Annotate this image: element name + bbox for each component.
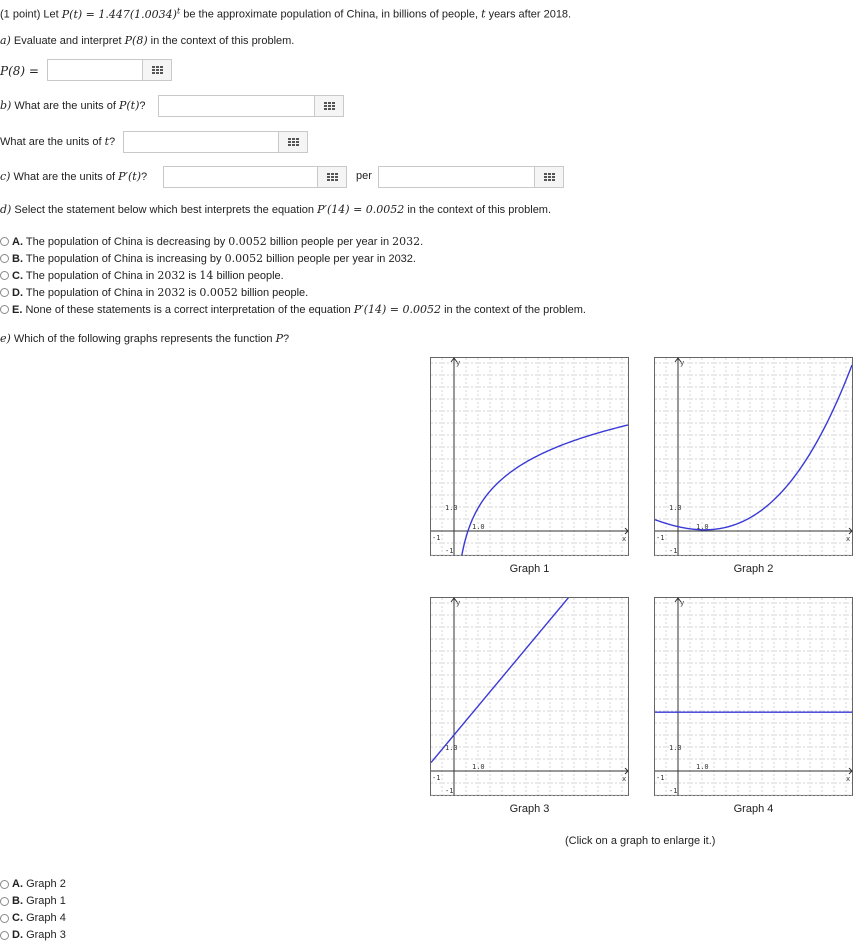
graph-1-x-tick-1: 1.0 (472, 523, 485, 531)
per-label: per (356, 170, 372, 182)
part-e-expr: P (275, 332, 283, 345)
radio-d-e[interactable] (0, 305, 9, 314)
part-e-question (0, 332, 289, 345)
graph-2-x-tick-1: 1.0 (696, 523, 709, 531)
problem-statement (0, 6, 571, 21)
graph-2-plot (654, 357, 853, 556)
graph-4-x-label: x (846, 775, 851, 783)
part-b-q1-expr: P(t) (118, 99, 140, 112)
option-d-d[interactable]: D. The population of China in 2032 is 0.0052 billion people. (12, 286, 309, 299)
graph-3-plot (430, 597, 629, 796)
radio-e-a[interactable] (0, 880, 9, 889)
equation-editor-button[interactable] (278, 131, 308, 153)
option-e-d[interactable]: D. Graph 3 (12, 929, 66, 941)
part-a-text-post: in the context of this problem. (150, 35, 295, 47)
graph-3-y-label: y (456, 599, 461, 607)
radio-e-c[interactable] (0, 914, 9, 923)
graph-3-y-tick-neg: -1 (445, 787, 454, 795)
part-b-letter: b) (0, 99, 12, 112)
graph-4-plot (654, 597, 853, 796)
graph-4-x-tick-neg: -1 (656, 774, 665, 782)
graph-2[interactable] (654, 357, 853, 556)
radio-d-c[interactable] (0, 271, 9, 280)
part-c-expr: P′(t) (118, 170, 141, 183)
enlarge-hint: (Click on a graph to enlarge it.) (565, 835, 716, 847)
equation-editor-button[interactable] (314, 95, 344, 117)
model-formula: $P(t) = 1.447(1.0034)^t$ (61, 6, 181, 21)
units-of-p-input[interactable] (158, 95, 315, 117)
graph-2-y-tick-1: 1.0 (669, 504, 682, 512)
graph-2-label: Graph 2 (733, 563, 774, 575)
part-a-expr: P(8) (124, 34, 148, 47)
part-a-question (0, 34, 294, 47)
graph-4-y-tick-1: 1.0 (669, 744, 682, 752)
graph-2-y-label: y (680, 359, 685, 367)
radio-d-a[interactable] (0, 237, 9, 246)
option-e-c[interactable]: C. Graph 4 (12, 912, 66, 924)
graph-3-label: Graph 3 (509, 803, 550, 815)
part-d-text: Select the statement below which best interprets the equation (14, 204, 315, 216)
grid-icon (327, 173, 338, 181)
part-d-letter: d) (0, 203, 12, 216)
graph-1-x-label: x (622, 535, 627, 543)
graph-1-x-tick-neg: -1 (432, 534, 441, 542)
part-b-q1-post: ? (139, 100, 146, 112)
graph-4[interactable] (654, 597, 853, 796)
graph-3-x-tick-1: 1.0 (472, 763, 485, 771)
p8-label: P(8) = (0, 64, 39, 78)
option-e-a[interactable]: A. Graph 2 (12, 878, 66, 890)
units-of-derivative-numerator-input[interactable] (163, 166, 318, 188)
points-label: (1 point) (0, 8, 41, 21)
equation-editor-button[interactable] (317, 166, 347, 188)
option-d-c[interactable]: C. The population of China in 2032 is 14 billion people. (12, 269, 284, 282)
graph-2-x-tick-neg: -1 (656, 534, 665, 542)
intro-post: be the approximate population of China, in billions of people, (183, 8, 479, 21)
p8-answer-input[interactable] (47, 59, 143, 81)
part-d-text-post: in the context of this problem. (407, 204, 552, 216)
grid-icon (152, 66, 163, 74)
graph-3-y-tick-1: 1.0 (445, 744, 458, 752)
graph-4-x-tick-1: 1.0 (696, 763, 709, 771)
equation-editor-button[interactable] (534, 166, 564, 188)
t-variable: t (481, 7, 486, 21)
graph-3[interactable] (430, 597, 629, 796)
part-c-post: ? (140, 171, 148, 183)
part-e-text: Which of the following graphs represents the function (13, 333, 273, 345)
part-c-letter: c) (0, 170, 11, 183)
grid-icon (544, 173, 555, 181)
graph-1-y-label: y (456, 359, 461, 367)
intro-pre: Let (43, 8, 59, 21)
graph-2-y-tick-neg: -1 (669, 547, 678, 555)
option-d-e[interactable]: E. None of these statements is a correct interpretation of the equation P′(14) = 0.0052 in the context of the problem. (12, 303, 586, 316)
part-b-question-1 (0, 99, 146, 112)
graph-4-label: Graph 4 (733, 803, 774, 815)
graph-2-x-label: x (846, 535, 851, 543)
graph-4-y-label: y (680, 599, 685, 607)
grid-icon (288, 138, 299, 146)
units-of-t-input[interactable] (123, 131, 279, 153)
graph-1-label: Graph 1 (509, 563, 550, 575)
graph-1-plot (430, 357, 629, 556)
part-e-letter: e) (0, 332, 11, 345)
part-b-q2-text: What are the units of (0, 136, 102, 148)
part-b-q2-post: ? (108, 136, 116, 148)
part-b-q1-text: What are the units of (14, 100, 116, 112)
graph-3-x-label: x (622, 775, 627, 783)
grid-icon (324, 102, 335, 110)
part-d-question (0, 203, 551, 216)
graph-4-y-tick-neg: -1 (669, 787, 678, 795)
part-a-text: Evaluate and interpret (13, 35, 122, 47)
radio-e-b[interactable] (0, 897, 9, 906)
option-d-b[interactable]: B. The population of China is increasing by 0.0052 billion people per year in 2032. (12, 252, 416, 265)
graph-3-x-tick-neg: -1 (432, 774, 441, 782)
intro-tail: years after 2018. (488, 8, 572, 21)
equation-editor-button[interactable] (142, 59, 172, 81)
graph-1[interactable] (430, 357, 629, 556)
graph-1-y-tick-1: 1.0 (445, 504, 458, 512)
part-c-question (0, 170, 147, 183)
part-c-text: What are the units of (13, 171, 116, 183)
units-of-derivative-denominator-input[interactable] (378, 166, 535, 188)
part-b-question-2 (0, 135, 115, 148)
part-d-equation: P′(14) = 0.0052 (317, 203, 405, 216)
option-d-a[interactable]: A. The population of China is decreasing by 0.0052 billion people per year in 2032. (12, 235, 424, 248)
option-e-b[interactable]: B. Graph 1 (12, 895, 66, 907)
radio-d-d[interactable] (0, 288, 9, 297)
radio-d-b[interactable] (0, 254, 9, 263)
part-b-q2-expr: t (104, 135, 109, 148)
part-a-letter: a) (0, 34, 11, 47)
graph-1-y-tick-neg: -1 (445, 547, 454, 555)
part-e-post: ? (283, 333, 290, 345)
